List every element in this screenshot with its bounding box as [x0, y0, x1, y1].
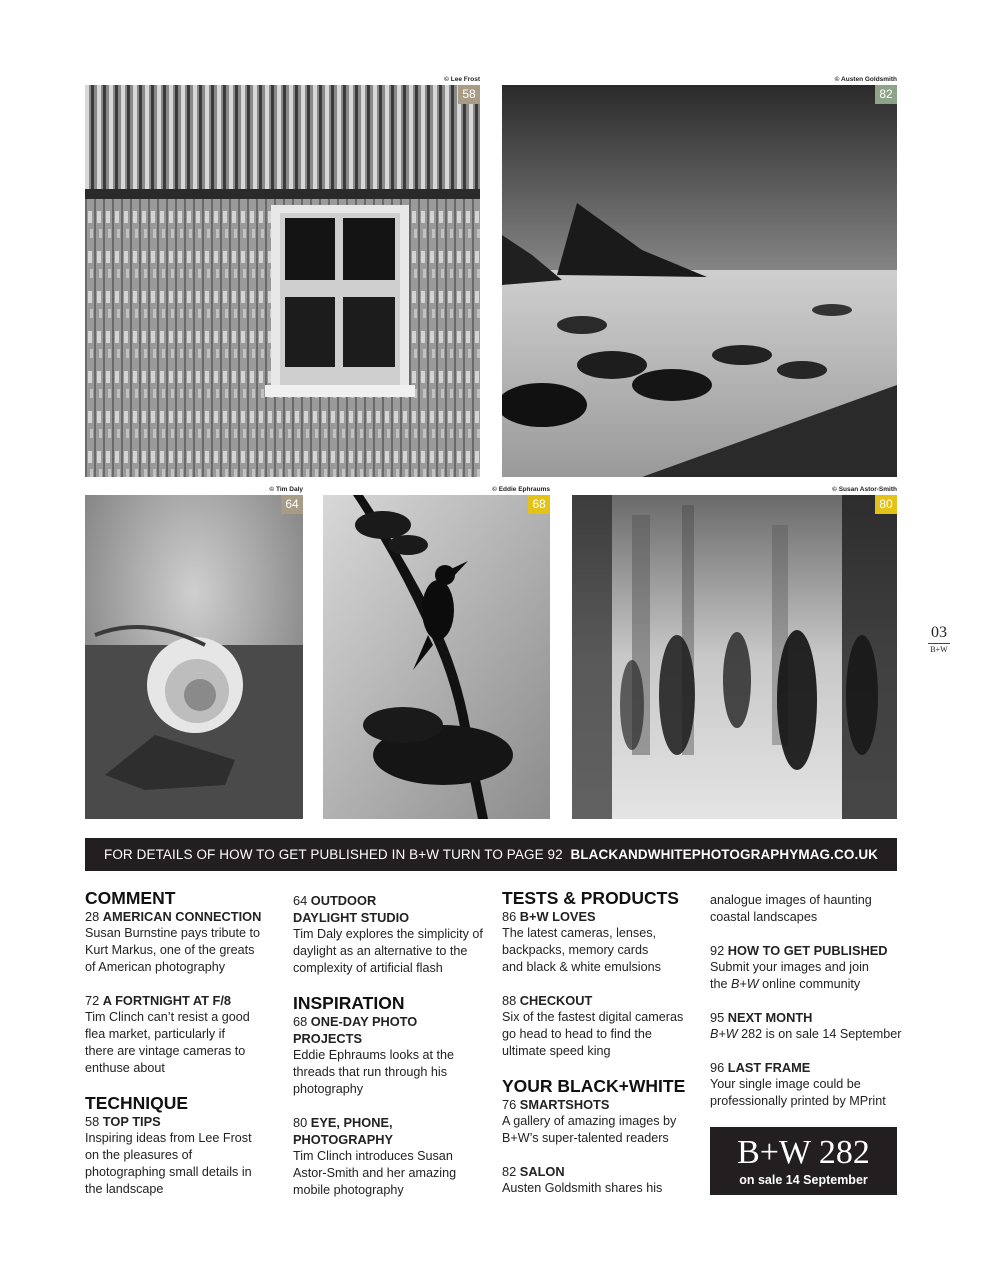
contents-item-88[interactable] — [502, 992, 697, 1060]
page-folio — [922, 624, 956, 655]
item-desc: Tim Clinch can’t resist a good flea market, particularly if there are vintage cameras to enthuse about — [85, 1010, 250, 1075]
section-heading-tests-products: TESTS & PRODUCTS — [502, 888, 679, 908]
contents-item-96[interactable] — [710, 1059, 905, 1110]
item-title: NEXT MONTH — [727, 1010, 813, 1025]
banner-text-row — [85, 838, 897, 871]
page-tag-68[interactable]: 68 — [528, 495, 550, 514]
item-heading — [710, 942, 905, 959]
contents-item-82-continued — [710, 892, 905, 926]
desc-text: Your single image could be professionally printed by MPrint — [710, 1077, 886, 1108]
street-image — [572, 495, 897, 819]
item-desc: Eddie Ephraums looks at the threads that run through his photography — [293, 1048, 455, 1096]
item-desc — [710, 1026, 905, 1043]
photo-shed-window — [85, 85, 480, 477]
item-title: LAST FRAME — [727, 1060, 811, 1075]
item-heading — [293, 1013, 423, 1047]
shed-window-image — [85, 85, 480, 477]
seascape-image — [502, 85, 897, 477]
item-title: OUTDOOR DAYLIGHT STUDIO — [293, 893, 410, 925]
contents-column-3 — [502, 888, 697, 1213]
item-page: 96 — [710, 1060, 725, 1075]
photo-credit-eddie-ephraums: © Eddie Ephraums — [492, 486, 550, 493]
item-page: 76 — [502, 1097, 517, 1112]
item-title: TOP TIPS — [102, 1114, 161, 1129]
item-heading — [293, 892, 423, 926]
folio-rule — [928, 643, 950, 644]
item-desc: Susan Burnstine pays tribute to Kurt Markus, one of the greats of American photography — [85, 926, 261, 974]
item-title: A FORTNIGHT AT F/8 — [102, 993, 231, 1008]
section-heading-technique: TECHNIQUE — [85, 1093, 189, 1113]
photo-bird — [323, 495, 550, 819]
item-heading — [85, 992, 280, 1009]
item-desc: Tim Clinch introduces Susan Astor-Smith and her amazing mobile photography — [293, 1149, 457, 1197]
item-heading — [710, 1059, 905, 1076]
page-tag-82[interactable]: 82 — [875, 85, 897, 104]
item-heading — [293, 1114, 413, 1148]
item-page: 72 — [85, 993, 100, 1008]
item-title: CHECKOUT — [519, 993, 593, 1008]
item-heading — [502, 1096, 697, 1113]
publish-banner — [85, 838, 897, 871]
item-heading — [502, 992, 697, 1009]
item-heading — [85, 908, 280, 925]
contents-item-82[interactable] — [502, 1163, 697, 1197]
item-desc-continued: analogue images of haunting coastal landscapes — [710, 893, 872, 924]
promo-title: B+W 282 — [737, 1134, 870, 1171]
item-desc — [710, 1076, 900, 1110]
page-tag-58[interactable]: 58 — [458, 85, 480, 104]
section-heading-inspiration: INSPIRATION — [293, 993, 405, 1013]
page-number: 03 — [931, 624, 947, 641]
banner-url-link[interactable]: BLACKANDWHITEPHOTOGRAPHYMAG.CO.UK — [570, 847, 879, 862]
item-heading — [502, 1163, 697, 1180]
item-desc: Tim Daly explores the simplicity of daylight as an alternative to the complexity of artificial flash — [293, 927, 483, 975]
photo-seascape — [502, 85, 897, 477]
contents-item-86[interactable] — [502, 908, 697, 976]
item-title: ONE-DAY PHOTO PROJECTS — [293, 1014, 418, 1046]
photo-credit-lee-frost: © Lee Frost — [444, 76, 480, 83]
photo-rose — [85, 495, 303, 819]
item-page: 92 — [710, 943, 725, 958]
page-tag-64[interactable]: 64 — [281, 495, 303, 514]
item-title: SALON — [519, 1164, 565, 1179]
item-desc: Inspiring ideas from Lee Frost on the pleasures of photographing small details in the landscape — [85, 1131, 252, 1196]
item-title: B+W LOVES — [519, 909, 596, 924]
photo-credit-susan-astor-smith: © Susan Astor-Smith — [832, 486, 897, 493]
item-page: 68 — [293, 1014, 308, 1029]
promo-subtitle: on sale 14 September — [739, 1173, 868, 1187]
item-page: 86 — [502, 909, 517, 924]
desc-text: Submit your images and join the — [710, 960, 869, 991]
section-heading-comment: COMMENT — [85, 888, 176, 908]
desc-em: B+W — [731, 977, 759, 991]
item-heading — [85, 1113, 280, 1130]
item-desc — [710, 959, 880, 993]
page-tag-80[interactable]: 80 — [875, 495, 897, 514]
contents-item-28[interactable] — [85, 908, 280, 976]
item-page: 28 — [85, 909, 100, 924]
rose-image — [85, 495, 303, 819]
item-heading — [710, 1009, 905, 1026]
item-page: 80 — [293, 1115, 308, 1130]
contents-column-2 — [293, 888, 488, 1215]
item-title: EYE, PHONE, PHOTOGRAPHY — [293, 1115, 394, 1147]
banner-text: FOR DETAILS OF HOW TO GET PUBLISHED IN B+W TURN TO PAGE 92 — [103, 847, 563, 862]
contents-item-76[interactable] — [502, 1096, 697, 1147]
photo-credit-austen-goldsmith: © Austen Goldsmith — [834, 76, 897, 83]
next-issue-promo[interactable] — [710, 1127, 897, 1195]
item-desc: The latest cameras, lenses, backpacks, memory cards and black & white emulsions — [502, 926, 661, 974]
item-desc: Six of the fastest digital cameras go head to head to find the ultimate speed king — [502, 1010, 684, 1058]
desc-text: online community — [758, 977, 861, 991]
item-page: 95 — [710, 1010, 725, 1025]
item-desc: Austen Goldsmith shares his — [502, 1181, 663, 1195]
contents-item-80[interactable] — [293, 1114, 488, 1199]
item-page: 82 — [502, 1164, 517, 1179]
item-heading — [502, 908, 697, 925]
item-title: SMARTSHOTS — [519, 1097, 610, 1112]
contents-item-64[interactable] — [293, 892, 488, 977]
item-page: 64 — [293, 893, 308, 908]
photo-street — [572, 495, 897, 819]
bird-image — [323, 495, 550, 819]
item-title: AMERICAN CONNECTION — [102, 909, 262, 924]
desc-em: B+W — [710, 1027, 738, 1041]
photo-credit-tim-daly: © Tim Daly — [269, 486, 303, 493]
desc-text: 282 is on sale 14 September — [737, 1027, 902, 1041]
contents-item-72[interactable] — [85, 992, 280, 1077]
contents-item-68[interactable] — [293, 1013, 488, 1098]
item-desc: A gallery of amazing images by B+W’s super-talented readers — [502, 1114, 677, 1145]
item-page: 88 — [502, 993, 517, 1008]
item-title: HOW TO GET PUBLISHED — [727, 943, 888, 958]
folio-mark: B+W — [930, 645, 948, 654]
contents-column-1 — [85, 888, 280, 1214]
contents-item-58[interactable] — [85, 1113, 280, 1198]
item-page: 58 — [85, 1114, 100, 1129]
contents-item-95[interactable] — [710, 1009, 905, 1043]
contents-item-92[interactable] — [710, 942, 905, 993]
contents-column-4 — [710, 888, 905, 1126]
section-heading-your-black-white: YOUR BLACK+WHITE — [502, 1076, 686, 1096]
